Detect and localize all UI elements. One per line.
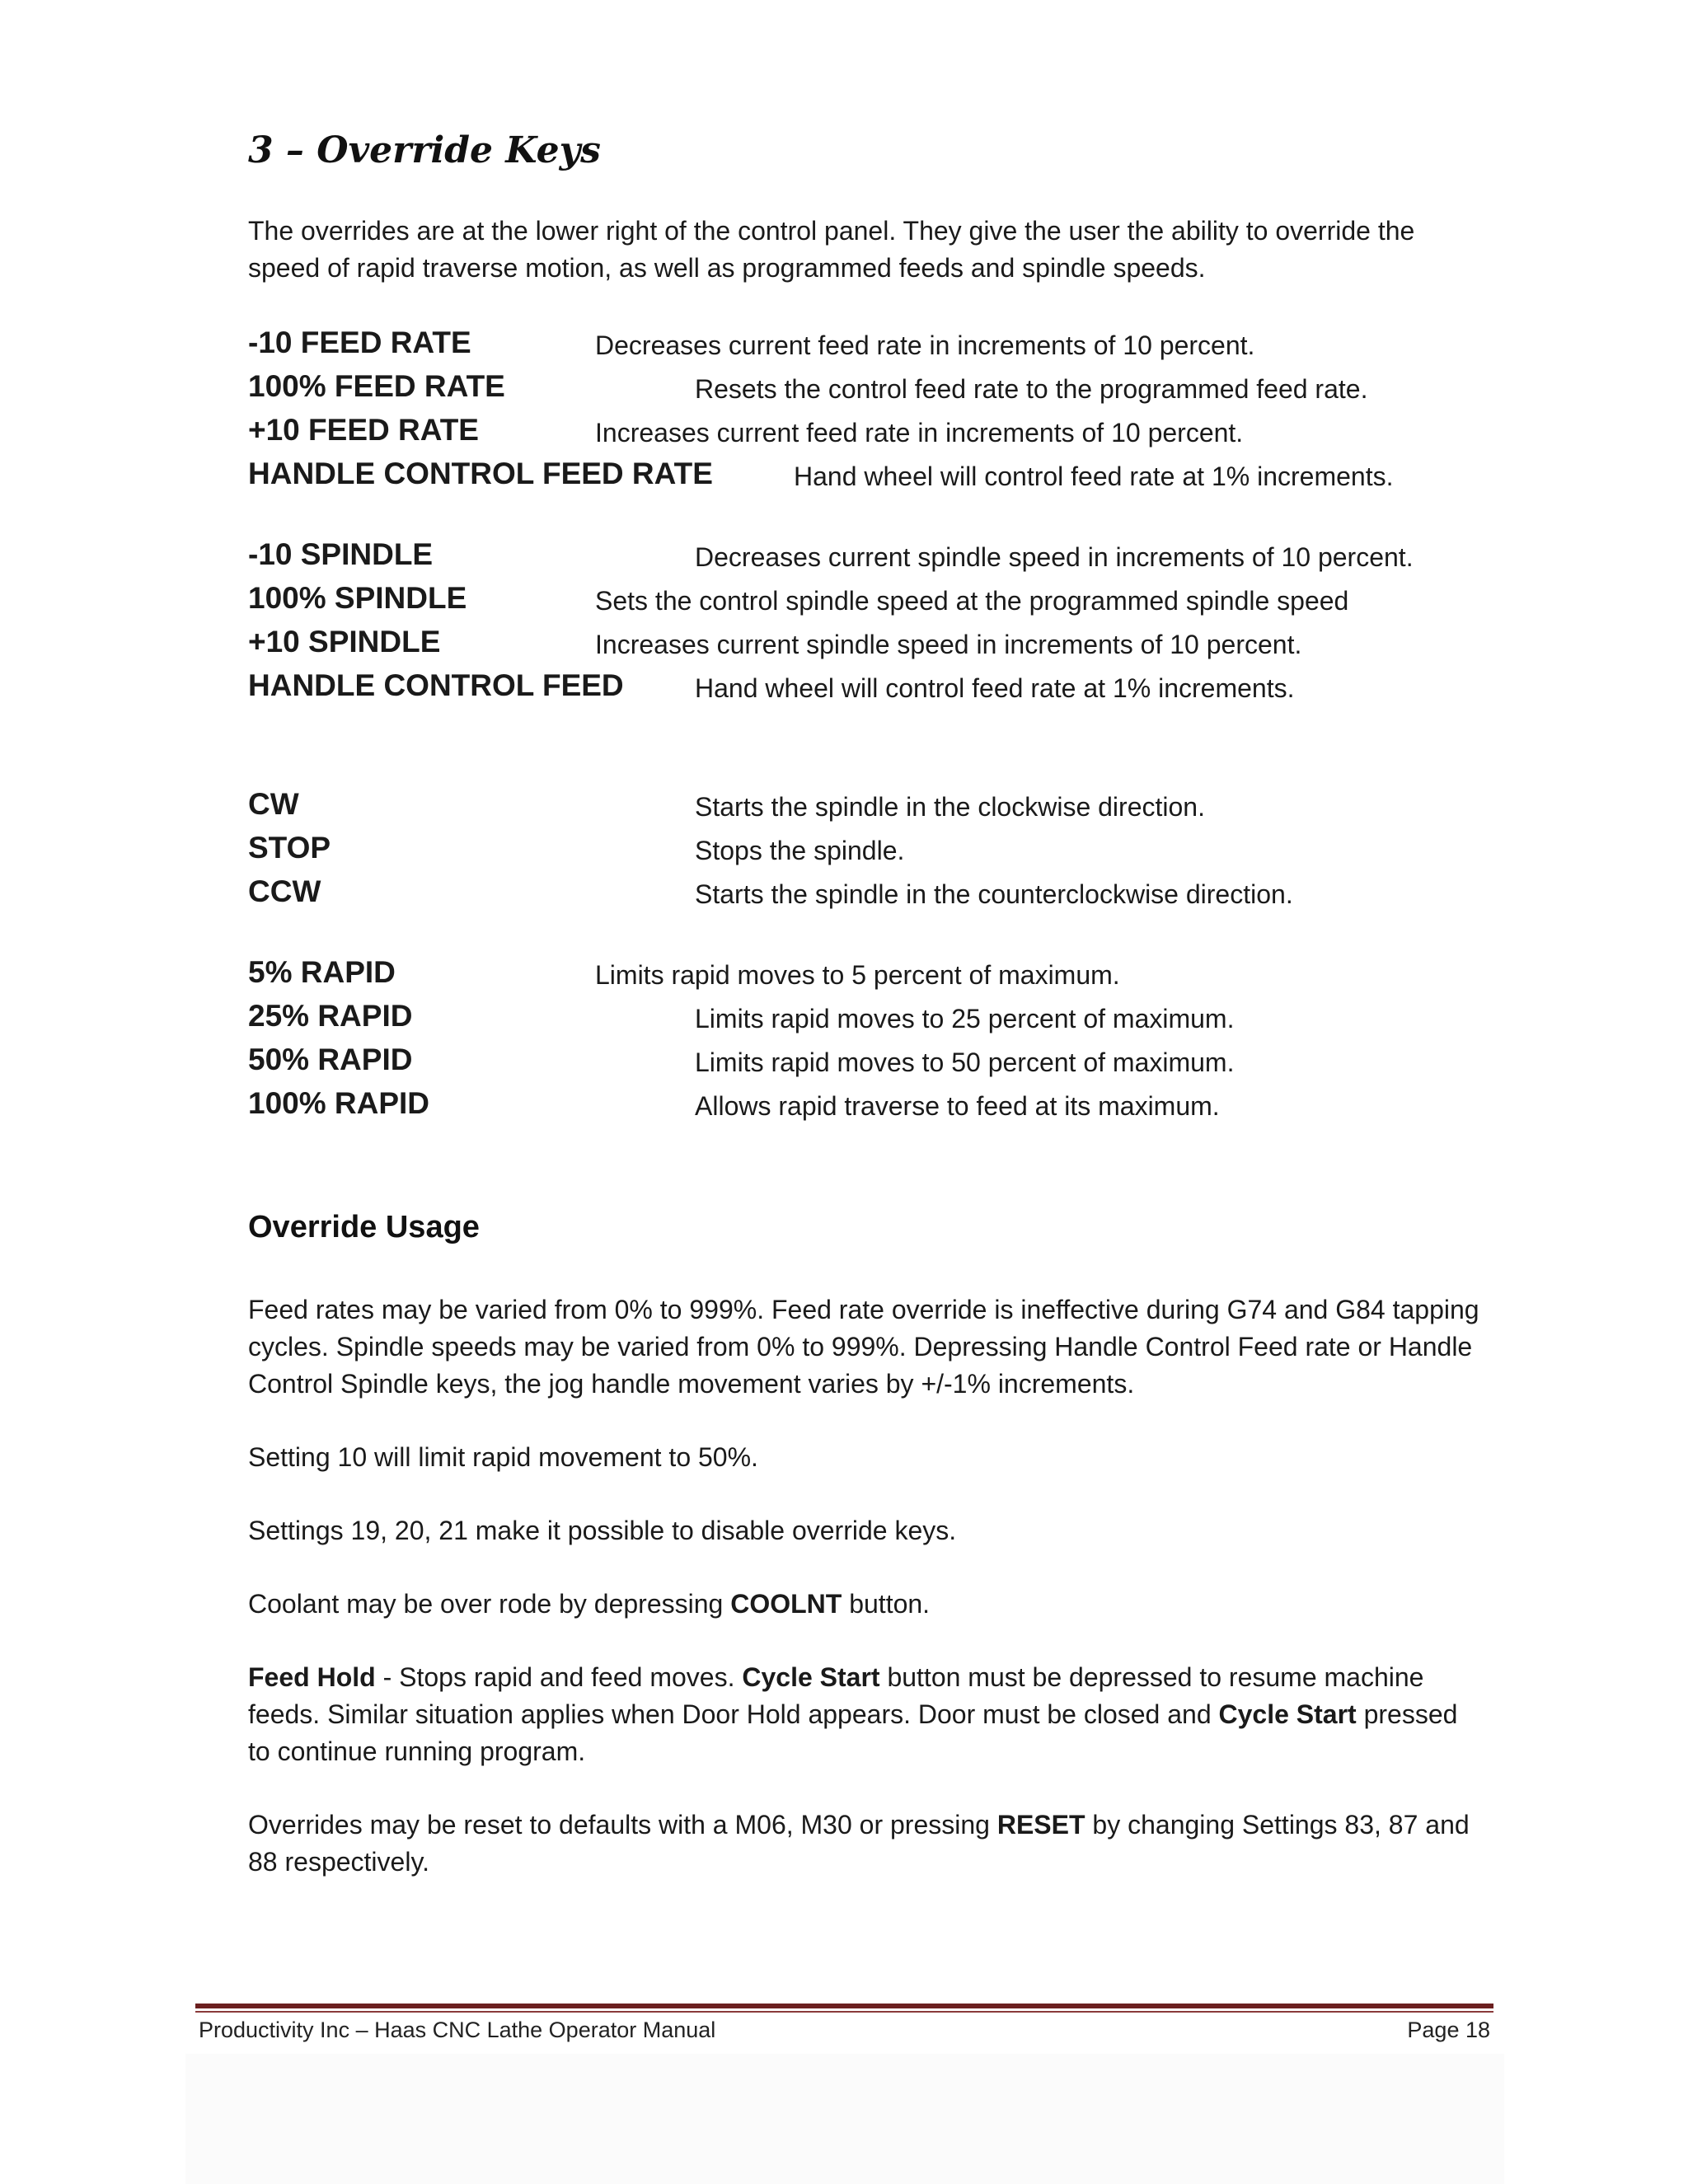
key-label: 100% RAPID — [248, 1086, 430, 1120]
footer-title: Productivity Inc – Haas CNC Lathe Operator Manual — [199, 2018, 716, 2042]
footer-shade — [185, 2054, 1504, 2184]
key-label: -10 FEED RATE — [248, 326, 471, 359]
key-description: Limits rapid moves to 25 percent of maximum. — [695, 1004, 1235, 1033]
footer-rule — [195, 2004, 1493, 2008]
key-label: -10 SPINDLE — [248, 537, 434, 571]
key-description: Hand wheel will control feed rate at 1% increments. — [695, 673, 1295, 703]
key-description: Increases current feed rate in increments of 10 percent. — [595, 418, 1244, 448]
key-label: CCW — [248, 874, 321, 908]
reset-keyword: RESET — [996, 1810, 1085, 1840]
key-description: Starts the spindle in the counterclockwise direction. — [695, 879, 1293, 909]
key-description: Hand wheel will control feed rate at 1% increments. — [794, 462, 1394, 491]
key-label: CW — [248, 787, 299, 821]
key-description: Decreases current spindle speed in increments of 10 percent. — [695, 542, 1414, 572]
key-label: 100% SPINDLE — [248, 581, 467, 615]
key-label: HANDLE CONTROL FEED RATE — [248, 457, 713, 490]
usage-paragraph: Setting 10 will limit rapid movement to 50%. — [248, 1442, 758, 1472]
section-heading: Override Usage — [248, 1210, 480, 1244]
key-description: Limits rapid moves to 5 percent of maximum. — [595, 960, 1120, 990]
key-description: Sets the control spindle speed at the programmed spindle speed — [595, 586, 1349, 616]
usage-paragraph: Feed Hold - Stops rapid and feed moves. Cycle Start button must be depressed to resume machine feeds. Similar situation applies when Door Hold appears. Door must be closed and Cycle Start pressed to continue running program. — [248, 1662, 1458, 1766]
page-number: Page 18 — [1407, 2018, 1490, 2042]
key-description: Allows rapid traverse to feed at its maximum. — [695, 1091, 1220, 1121]
key-description: Resets the control feed rate to the programmed feed rate. — [695, 374, 1368, 404]
key-description: Increases current spindle speed in increments of 10 percent. — [595, 630, 1302, 659]
key-description: Starts the spindle in the clockwise direction. — [695, 792, 1205, 822]
cycle-start-keyword: Cycle Start — [1218, 1699, 1357, 1729]
key-label: +10 SPINDLE — [248, 625, 441, 658]
coolnt-keyword: COOLNT — [730, 1589, 842, 1619]
key-label: HANDLE CONTROL FEED — [248, 668, 624, 702]
usage-paragraph: Coolant may be over rode by depressing COOLNT button. — [248, 1589, 931, 1619]
key-label: STOP — [248, 831, 331, 865]
key-label: 100% FEED RATE — [248, 369, 505, 403]
key-label: +10 FEED RATE — [248, 413, 479, 447]
footer-rule-thin — [195, 2011, 1493, 2013]
page-title: 3 – Override Keys — [248, 129, 601, 171]
feed-hold-keyword: Feed Hold — [248, 1662, 376, 1692]
usage-paragraph: Feed rates may be varied from 0% to 999%. Feed rate override is ineffective during G74 and G84 tapping cycles. Spindle speeds may be varied from 0% to 999%. Depressing Handle Control Feed rate or Handle Control Spindle keys, the jog handle movement varies by +/-1% increments. — [248, 1295, 1479, 1399]
key-description: Decreases current feed rate in increments of 10 percent. — [595, 330, 1255, 360]
usage-paragraph: Settings 19, 20, 21 make it possible to disable override keys. — [248, 1516, 957, 1545]
key-label: 50% RAPID — [248, 1043, 413, 1076]
cycle-start-keyword: Cycle Start — [742, 1662, 880, 1692]
key-description: Stops the spindle. — [695, 836, 905, 865]
key-label: 5% RAPID — [248, 955, 396, 989]
key-description: Limits rapid moves to 50 percent of maximum. — [695, 1047, 1235, 1077]
intro-paragraph: The overrides are at the lower right of the control panel. They give the user the ability to override the speed of rapid traverse motion, as well as programmed feeds and spindle speeds. — [248, 216, 1415, 283]
key-label: 25% RAPID — [248, 999, 413, 1033]
usage-paragraph: Overrides may be reset to defaults with a M06, M30 or pressing RESET by changing Settings 83, 87 and 88 respectively. — [248, 1810, 1470, 1877]
